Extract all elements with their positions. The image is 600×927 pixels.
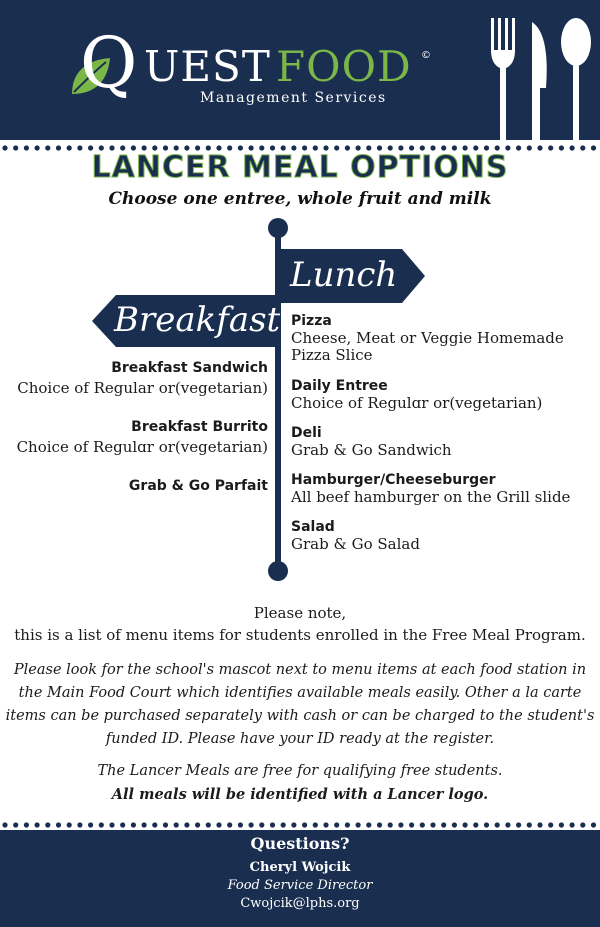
- divider-dot: [388, 822, 393, 827]
- divider-dot: [227, 822, 232, 827]
- lunch-item-name: Salad: [291, 519, 335, 535]
- note-paragraph: [0, 659, 600, 751]
- divider-dot: [120, 822, 125, 827]
- divider-dot: [323, 822, 328, 827]
- note-paragraph-line: the Main Food Court which identifies available meals easily. Other a la carte: [18, 685, 582, 701]
- breakfast-item: [17, 417, 268, 457]
- divider-dot: [249, 822, 254, 827]
- divider-dot: [441, 822, 446, 827]
- contact-name: Cheryl Wojcik: [249, 860, 351, 875]
- dotted-divider-bottom: [0, 820, 600, 830]
- divider-dot: [206, 822, 211, 827]
- divider-dot: [409, 822, 414, 827]
- divider-dot: [559, 822, 564, 827]
- signpost-bottom-cap: [268, 561, 288, 581]
- lunch-item-desc: Pizza Slice: [291, 346, 373, 364]
- divider-dot: [313, 822, 318, 827]
- divider-dot: [216, 822, 221, 827]
- divider-dot: [152, 822, 157, 827]
- page-title: LANCER MEAL OPTIONS: [91, 150, 509, 185]
- divider-dot: [99, 822, 104, 827]
- divider-dot: [473, 822, 478, 827]
- lunch-item-desc: Grab & Go Salad: [291, 535, 420, 553]
- lunch-item: [291, 519, 420, 553]
- note-program-line: this is a list of menu items for students enrolled in the Free Meal Program.: [14, 626, 586, 644]
- signpost-top-cap: [268, 218, 288, 238]
- breakfast-item-name: Grab & Go Parfait: [128, 478, 268, 494]
- divider-dot: [259, 822, 264, 827]
- breakfast-item-name: Breakfast Sandwich: [111, 360, 268, 376]
- divider-dot: [495, 822, 500, 827]
- lunch-item: [291, 472, 570, 506]
- lunch-item-name: Deli: [291, 425, 322, 441]
- divider-dot: [142, 822, 147, 827]
- divider-dot: [195, 822, 200, 827]
- logo-q-letter: Q: [80, 22, 138, 104]
- divider-dot: [420, 822, 425, 827]
- logo-quest-text: UEST: [144, 42, 271, 91]
- note-paragraph-line: funded ID. Please have your ID ready at the register.: [105, 731, 495, 747]
- lunch-item-desc: Grab & Go Sandwich: [291, 441, 452, 459]
- divider-dot: [591, 822, 596, 827]
- lunch-item-desc: Cheese, Meat or Veggie Homemade: [291, 329, 564, 347]
- divider-dot: [366, 822, 371, 827]
- logo-food-text: FOOD: [276, 42, 412, 91]
- footer-contact: [0, 830, 600, 927]
- divider-dot: [109, 822, 114, 827]
- contact-role: Food Service Director: [227, 878, 373, 893]
- divider-dot: [537, 822, 542, 827]
- breakfast-sign-label: Breakfast: [114, 300, 281, 340]
- page-subtitle: Choose one entree, whole fruit and milk: [108, 189, 492, 209]
- divider-dot: [463, 822, 468, 827]
- divider-dot: [77, 822, 82, 827]
- breakfast-item-desc: Choice of Regulɑr or(vegetarian): [16, 438, 268, 456]
- questions-heading: Questions?: [250, 834, 350, 853]
- lunch-item-name: Daily Entree: [291, 378, 388, 394]
- lunch-item-name: Hamburger/Cheeseburger: [291, 472, 496, 488]
- lunch-sign-label: Lunch: [290, 255, 398, 295]
- divider-dot: [548, 822, 553, 827]
- divider-dot: [334, 822, 339, 827]
- breakfast-item-name: Breakfast Burrito: [131, 419, 268, 435]
- signpost-pole: [275, 226, 281, 572]
- divider-dot: [291, 822, 296, 827]
- contact-email-link[interactable]: Cwojcik@lphs.org: [240, 896, 360, 911]
- breakfast-item: [17, 358, 268, 398]
- divider-dot: [516, 822, 521, 827]
- divider-dot: [131, 822, 136, 827]
- divider-dot: [56, 822, 61, 827]
- divider-dot: [2, 822, 7, 827]
- note-paragraph-line: items can be purchased separately with cash or can be charged to the student's: [5, 708, 595, 724]
- divider-dot: [67, 822, 72, 827]
- divider-dot: [270, 822, 275, 827]
- divider-dot: [24, 822, 29, 827]
- divider-dot: [281, 822, 286, 827]
- lunch-item-name: Pizza: [291, 313, 332, 329]
- divider-dot: [35, 822, 40, 827]
- divider-dot: [88, 822, 93, 827]
- divider-dot: [570, 822, 575, 827]
- lunch-item-desc: Choice of Regulɑr or(vegetarian): [291, 394, 543, 412]
- divider-dot: [484, 822, 489, 827]
- divider-dot: [345, 822, 350, 827]
- divider-dot: [174, 822, 179, 827]
- divider-dot: [398, 822, 403, 827]
- lunch-item-desc: All beef hamburger on the Grill slide: [291, 488, 571, 506]
- divider-dot: [580, 822, 585, 827]
- divider-dot: [45, 822, 50, 827]
- breakfast-item-desc: Choice of Regular or(vegetarian): [17, 379, 268, 397]
- divider-dot: [13, 822, 18, 827]
- divider-dot: [505, 822, 510, 827]
- lunch-item: [291, 425, 452, 459]
- divider-dot: [430, 822, 435, 827]
- lancer-logo-note: All meals will be identified with a Lancer logo.: [111, 786, 489, 803]
- lunch-item: [291, 313, 564, 364]
- divider-dot: [184, 822, 189, 827]
- divider-dot: [163, 822, 168, 827]
- copyright-mark: ©: [421, 50, 431, 61]
- divider-dot: [377, 822, 382, 827]
- note-heading: Please note,: [253, 604, 347, 622]
- lunch-item: [291, 378, 542, 412]
- breakfast-item: [129, 476, 268, 496]
- divider-dot: [527, 822, 532, 827]
- divider-dot: [356, 822, 361, 827]
- divider-dot: [452, 822, 457, 827]
- logo-tagline: Management Services: [200, 90, 387, 106]
- divider-dot: [238, 822, 243, 827]
- free-meals-note: The Lancer Meals are free for qualifying free students.: [97, 763, 503, 779]
- divider-dot: [302, 822, 307, 827]
- note-paragraph-line: Please look for the school's mascot next to menu items at each food station in: [13, 662, 587, 678]
